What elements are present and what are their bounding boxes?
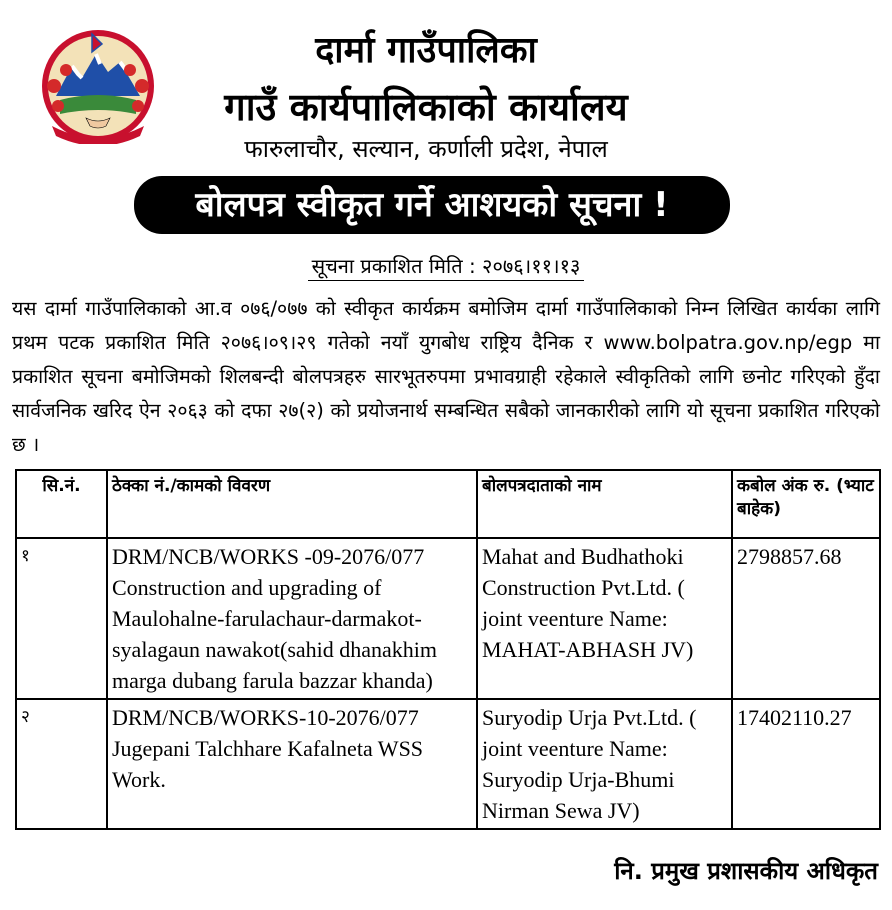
header-serial-number: सि.नं. xyxy=(16,470,107,538)
row-bid-amount: 17402110.27 xyxy=(732,699,880,829)
row-bidder-name: Mahat and Budhathoki Construction Pvt.Ltd. ( joint veenture Name: MAHAT-ABHASH JV) xyxy=(477,538,732,699)
header-bidder-name: बोलपत्रदाताको नाम xyxy=(477,470,732,538)
table-row xyxy=(16,538,880,699)
notice-body: यस दार्मा गाउँपालिकाको आ.व ०७६/०७७ को स्वीकृत कार्यक्रम बमोजिम दार्मा गाउँपालिकाको निम्न लिखित कार्यका लागि प्रथम पटक प्रकाशित मिति २०७६।०९।२९ गतेको नयाँ युगबोध राष्ट्रिय दैनिक र www.bolpatra.gov.np/egp मा प्रकाशित सूचना बमोजिमको शिलबन्दी बोलपत्रहरु सारभूतरुपमा प्रभावग्राही रहेकाले स्वीकृतिको लागि छनोट गरिएको हुँदा सार्वजनिक खरिद ऐन २०६३ को दफा २७(२) को प्रयोजनार्थ सम्बन्धित सबैको जानकारीको लागि यो सूचना प्रकाशित गरिएको छ । xyxy=(12,297,880,456)
publication-date-line xyxy=(0,252,892,279)
row-contract-description: DRM/NCB/WORKS-10-2076/077 Jugepani Talchhare Kafalneta WSS Work. xyxy=(107,699,477,829)
notice-title-banner: बोलपत्र स्वीकृत गर्ने आशयको सूचना ! xyxy=(134,176,730,234)
header-bid-amount: कबोल अंक रु. (भ्याट बाहेक) xyxy=(732,470,880,538)
row-serial-number: १ xyxy=(16,538,107,699)
row-contract-description: DRM/NCB/WORKS -09-2076/077 Construction and upgrading of Maulohalne-farulachaur-darmakot-syalagaun nawakot(sahid dhanakhim marga dubang farula bazzar khanda) xyxy=(107,538,477,699)
table-header-row xyxy=(16,470,880,538)
row-serial-number: २ xyxy=(16,699,107,829)
office-subtitle: गाउँ कार्यपालिकाको कार्यालय xyxy=(224,85,628,129)
row-bidder-name: Suryodip Urja Pvt.Ltd. ( joint veenture Name: Suryodip Urja-Bhumi Nirman Sewa JV) xyxy=(477,699,732,829)
publication-date: सूचना प्रकाशित मिति : २०७६।११।१३ xyxy=(308,254,585,281)
office-address: फारुलाचौर, सल्यान, कर्णाली प्रदेश, नेपाल xyxy=(244,135,608,163)
bid-table xyxy=(15,469,881,830)
header-contract-description: ठेक्का नं./कामको विवरण xyxy=(107,470,477,538)
office-name: दार्मा गाउँपालिका xyxy=(315,30,537,71)
row-bid-amount: 2798857.68 xyxy=(732,538,880,699)
signatory-title: नि. प्रमुख प्रशासकीय अधिकृत xyxy=(614,857,878,885)
table-row xyxy=(16,699,880,829)
